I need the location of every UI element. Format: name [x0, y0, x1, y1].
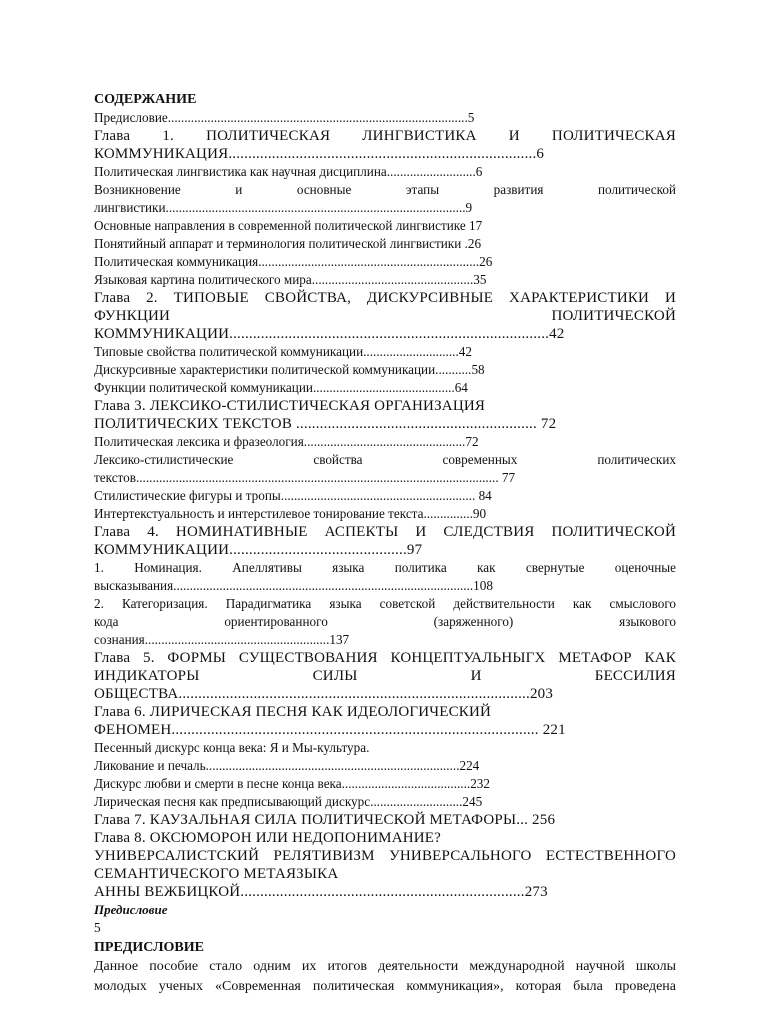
- toc-line: сознания........................................................137: [94, 632, 350, 647]
- toc-chapter-line: ИНДИКАТОРЫ СИЛЫ И БЕССИЛИЯ: [94, 668, 676, 684]
- toc-chapter-line: Глава 7. КАУЗАЛЬНАЯ СИЛА ПОЛИТИЧЕСКОЙ МЕТАФОРЫ... 256: [94, 812, 556, 828]
- toc-line: Политическая лингвистика как научная дисциплина...........................6: [94, 164, 483, 179]
- toc-line: Возникновение и основные этапы развития политической: [94, 182, 676, 197]
- toc-chapter-line: КОММУНИКАЦИЯ..............................................................................6: [94, 146, 545, 162]
- toc-line: Типовые свойства политической коммуникации.............................42: [94, 344, 472, 359]
- toc-line: 2. Категоризация. Парадигматика языка советской действительности как смыслового: [94, 596, 676, 611]
- toc-line: Политическая коммуникация...................................................................26: [94, 254, 493, 269]
- toc-chapter-line: Глава 2. ТИПОВЫЕ СВОЙСТВА, ДИСКУРСИВНЫЕ ХАРАКТЕРИСТИКИ И: [94, 290, 676, 306]
- toc-title: СОДЕРЖАНИЕ: [94, 92, 197, 107]
- toc-chapter-line: КОММУНИКАЦИИ.............................................97: [94, 542, 423, 558]
- toc-chapter-line: ОБЩЕСТВА.........................................................................................203: [94, 686, 554, 702]
- toc-line: Лирическая песня как предписывающий дискурс............................245: [94, 794, 483, 809]
- toc-chapter-line: АННЫ ВЕЖБИЦКОЙ........................................................................273: [94, 884, 548, 900]
- toc-chapter-line: КОММУНИКАЦИИ.................................................................................42: [94, 326, 565, 342]
- toc-chapter-line: СЕМАНТИЧЕСКОГО МЕТАЯЗЫКА: [94, 866, 339, 882]
- preface-italic-label: Предисловие: [94, 902, 168, 917]
- toc-line: Дискурсивные характеристики политической коммуникации...........58: [94, 362, 485, 377]
- toc-line: 1. Номинация. Апеллятивы языка политика как свернутые оценочные: [94, 560, 676, 575]
- toc-chapter-line: ФУНКЦИИ ПОЛИТИЧЕСКОЙ: [94, 308, 676, 324]
- toc-line: Лексико-стилистические свойства современных политических: [94, 452, 676, 467]
- body-text-line: молодых ученых «Современная политическая коммуникация», которая была проведена: [94, 979, 676, 994]
- toc-line: Основные направления в современной политической лингвистике 17: [94, 218, 483, 233]
- toc-line: Понятийный аппарат и терминология политической лингвистики .26: [94, 236, 482, 251]
- toc-line: текстов.............................................................................................................. 77: [94, 470, 516, 485]
- toc-chapter-line: Глава 4. НОМИНАТИВНЫЕ АСПЕКТЫ И СЛЕДСТВИЯ ПОЛИТИЧЕСКОЙ: [94, 524, 676, 540]
- toc-line: лингвистики...........................................................................................9: [94, 200, 473, 215]
- toc-chapter-line: ФЕНОМЕН............................................................................................. 221: [94, 722, 566, 738]
- toc-line: Ликование и печаль.............................................................................224: [94, 758, 480, 773]
- toc-chapter-line: Глава 3. ЛЕКСИКО-СТИЛИСТИЧЕСКАЯ ОРГАНИЗАЦИЯ: [94, 398, 486, 414]
- toc-chapter-line: Глава 6. ЛИРИЧЕСКАЯ ПЕСНЯ КАК ИДЕОЛОГИЧЕСКИЙ: [94, 704, 492, 720]
- document-content: [94, 92, 676, 997]
- toc-line: кода ориентированного (заряженного) языкового: [94, 614, 676, 629]
- toc-line: Дискурс любви и смерти в песне конца века.......................................232: [94, 776, 490, 791]
- toc-line: Интертекстуальность и интерстилевое тонирование текста...............90: [94, 506, 487, 521]
- toc-line: Функции политической коммуникации...........................................64: [94, 380, 468, 395]
- toc-chapter-line: Глава 1. ПОЛИТИЧЕСКАЯ ЛИНГВИСТИКА И ПОЛИТИЧЕСКАЯ: [94, 128, 676, 144]
- body-text-line: Данное пособие стало одним их итогов деятельности международной научной школы: [94, 959, 676, 974]
- page-number: 5: [94, 920, 101, 935]
- toc-chapter-line: УНИВЕРСАЛИСТСКИЙ РЕЛЯТИВИЗМ УНИВЕРСАЛЬНОГО ЕСТЕСТВЕННОГО: [94, 848, 676, 864]
- toc-line: высказывания...........................................................................................108: [94, 578, 493, 593]
- toc-line: Предисловие...........................................................................................5: [94, 110, 475, 125]
- toc-chapter-line: Глава 5. ФОРМЫ СУЩЕСТВОВАНИЯ КОНЦЕПТУАЛЬНЫГХ МЕТАФОР КАК: [94, 650, 676, 666]
- toc-line: Стилистические фигуры и тропы........................................................... 84: [94, 488, 492, 503]
- toc-line: Песенный дискурс конца века: Я и Мы-культура.: [94, 740, 370, 755]
- toc-line: Политическая лексика и фразеология.................................................72: [94, 434, 479, 449]
- toc-line: Языковая картина политического мира.................................................35: [94, 272, 487, 287]
- preface-heading: ПРЕДИСЛОВИЕ: [94, 940, 204, 955]
- toc-chapter-line: ПОЛИТИЧЕСКИХ ТЕКСТОВ ............................................................. 72: [94, 416, 557, 432]
- toc-chapter-line: Глава 8. ОКСЮМОРОН ИЛИ НЕДОПОНИМАНИЕ?: [94, 830, 442, 846]
